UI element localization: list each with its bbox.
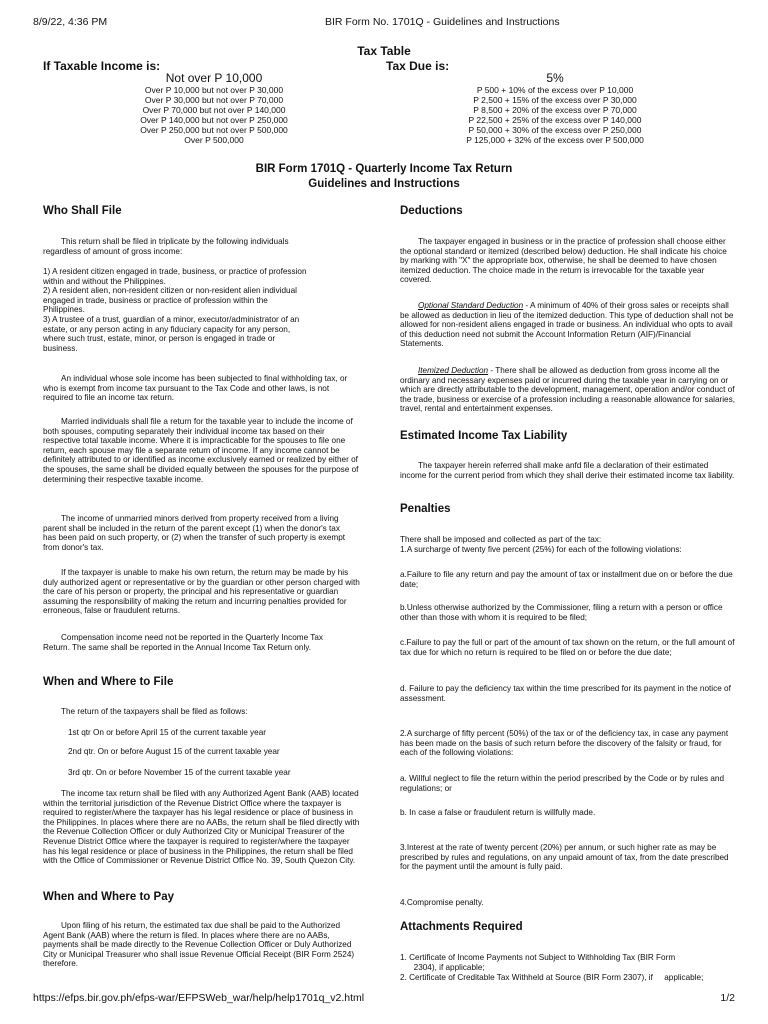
tax-table-left-heading: If Taxable Income is: [43,59,161,73]
section-title-penalties: Penalties [400,503,451,515]
who-compensation: Compensation income need not be reported in the Quarterly Income Tax Return. The same shall be reported in the Annual Income Tax Return only. [43,633,323,652]
who-final-tax: An individual whose sole income has been subjected to final withholding tax, or who is exempt from income tax pursuant to the Tax Code and other laws, is not required to file an income tax return. [43,374,348,403]
quarter-2: 2nd qtr. On or before August 15 of the current taxable year [68,747,280,756]
section-title-deductions: Deductions [400,205,463,217]
form-title [0,162,768,192]
penalty-2: 2.A surcharge of fifty percent (50%) of the tax or of the deficiency tax, in case any payment has been made on the basis of such return before the discovery of the falsity or fraud, for each of the following violations: [400,729,729,758]
penalty-a: a.Failure to file any return and pay the amount of tax or installment due on or before the due date; [400,570,733,589]
section-title-when-where-pay: When and Where to Pay [43,891,174,903]
tax-due: P 8,500 + 20% of the excess over P 70,000 [473,105,637,115]
page-url: https://efps.bir.gov.ph/efps-war/EFPSWeb_war/help/help1701q_v2.html [33,992,365,1004]
tax-bracket: Over P 70,000 but not over P 140,000 [142,105,286,115]
who-list: 1) A resident citizen engaged in trade, business, or practice of profession within and without the Philippines. 2) A resident alien, non-resident citizen or non-resident alien individual engaged in trade, business or practice of profession within the Philippines. 3) A trustee of a trust, guardian of a minor, executor/administrator of an estate, or any person acting in any fiduciary capacity for any person, where such trust, estate, minor, or person is engaged in trade or business. [43,267,307,353]
itemized-text: - There shall be allowed as deduction from gross income all the ordinary and necessary expenses paid or incurred during the taxable year in carrying on or which are directly attributable to the development, management, operation and/or conduct of the trade, business or exercise of a profession including a reasonable allowance for salaries, travel, rental and entertainment expenses. [400,366,735,414]
tax-due: 5% [546,71,564,85]
tax-table-right-heading: Tax Due is: [386,59,450,73]
tax-table-title: Tax Table [357,44,411,58]
who-agent: If the taxpayer is unable to make his own return, the return may be made by his duly authorized agent or representative or by the guardian or other person charged with the care of his person or property, the principal and his representative or guardian assuming the responsibility of making the return and incurring penalties provided for erroneous, false or fraudulent returns. [43,568,360,616]
tax-due: P 50,000 + 30% of the excess over P 250,000 [468,125,642,135]
itemized-deduction [400,366,735,414]
osd-label: Optional Standard Deduction [418,301,524,310]
page-number: 1/2 [720,992,735,1004]
tax-bracket: Over P 30,000 but not over P 70,000 [144,95,284,105]
tax-bracket: Not over P 10,000 [165,71,263,85]
tax-bracket: Over P 10,000 but not over P 30,000 [144,85,284,95]
osd-text: - A minimum of 40% of their gross sales or receipts shall be allowed as deduction in lieu of the itemized deduction. This type of deduction shall not be allowed for non-resident aliens engaged in trade or business. An individual who opts to avail of this deduction need not submit the Account Information Return (AIF)/Financial Statements. [400,301,734,349]
attachment-1: 1. Certificate of Income Payments not Subject to Withholding Tax (BIR Form 2304), if applicable; [400,953,676,972]
tax-due-list [455,72,655,145]
tax-bracket: Over P 500,000 [184,135,244,145]
tax-due: P 500 + 10% of the excess over P 10,000 [476,85,634,95]
when-file-intro: The return of the taxpayers shall be filed as follows: [61,707,248,716]
when-pay-details: Upon filing of his return, the estimated tax due shall be paid to the Authorized Agent Bank (AAB) where the return is filed. In places where there are no AABs, payments shall be made directly to the Revenue Collection Officer or Duly Authorized City or Municipal Treasurer who shall issue Revenue Official Receipt (BIR Form 2524) therefore. [43,921,355,969]
penalty-2b: b. In case a false or fraudulent return is willfully made. [400,808,596,817]
estimated-tax-text: The taxpayer herein referred shall make anfd file a declaration of their estimated income for the current period from which they shall derive their estimated income tax liability. [400,461,735,480]
deductions-intro: The taxpayer engaged in business or in the practice of profession shall choose either the optional standard or itemized (described below) deduction. He shall indicate his choice by marking with "X" the appropriate box, otherwise, he shall be deemed to have chosen itemized deduction. The choice made in the return is irrevocable for the taxable year covered. [400,237,727,285]
optional-standard-deduction [400,301,735,349]
penalty-4: 4.Compromise penalty. [400,898,484,907]
tax-due: P 2,500 + 15% of the excess over P 30,000 [473,95,637,105]
penalty-d: d. Failure to pay the deficiency tax within the time prescribed for its payment in the notice of assessment. [400,684,731,703]
penalty-c: c.Failure to pay the full or part of the amount of tax shown on the return, or the full amount of tax due for which no return is required to be filed on or before the due date; [400,638,735,657]
who-intro: This return shall be filed in triplicate by the following individuals regardless of amount of gross income: [43,237,289,256]
penalty-b: b.Unless otherwise authorized by the Commissioner, filing a return with a person or office other than those with whom it is required to be filed; [400,603,723,622]
quarter-3: 3rd qtr. On or before November 15 of the current taxable year [68,768,291,777]
tax-due: P 125,000 + 32% of the excess over P 500,000 [466,135,644,145]
penalty-2a: a. Willful neglect to file the return within the period prescribed by the Code or by rules and regulations; or [400,774,725,793]
section-title-estimated-income-tax: Estimated Income Tax Liability [400,430,568,442]
print-page-title: BIR Form No. 1701Q - Guidelines and Instructions [325,16,560,28]
print-footer [33,992,735,1006]
print-header [33,16,735,30]
tax-due: P 22,500 + 25% of the excess over P 140,000 [468,115,642,125]
who-minors: The income of unmarried minors derived from property received from a living parent shall be included in the return of the parent except (1) when the donor's tax has been paid on such property, or (2) when the transfer of such property is exempt from donor's tax. [43,514,346,552]
form-title-line2: Guidelines and Instructions [308,178,460,190]
section-title-who-shall-file: Who Shall File [43,205,122,217]
form-title-line1: BIR Form 1701Q - Quarterly Income Tax Return [255,163,513,175]
when-file-details: The income tax return shall be filed with any Authorized Agent Bank (AAB) located within the territorial jurisdiction of the Revenue District Office where the taxpayer is required to register/where the taxpayer has his legal residence or place of business in the Philippines. In places where there are no AABs, the return shall be filed directly with the Revenue Collection Officer or duly Authorized City or Municipal Treasurer of the Revenue District Office where the taxpayer is required to register/where the taxpayer has his legal residence or place of business in the Philippines, the return shall be filed with the Office of Commissioner or Revenue District Office No. 39, South Quezon City. [43,789,360,866]
section-title-when-where-file: When and Where to File [43,676,174,688]
quarter-1: 1st qtr On or before April 15 of the current taxable year [68,728,266,737]
penalties-intro: There shall be imposed and collected as part of the tax: 1.A surcharge of twenty five percent (25%) for each of the following violations: [400,535,682,554]
tax-bracket-list [114,72,314,145]
tax-bracket: Over P 140,000 but not over P 250,000 [140,115,288,125]
attachment-2: 2. Certificate of Creditable Tax Withheld at Source (BIR Form 2307), if applicable; [400,973,704,982]
tax-bracket: Over P 250,000 but not over P 500,000 [140,125,288,135]
itemized-label: Itemized Deduction [418,366,489,375]
section-title-attachments: Attachments Required [400,921,523,933]
print-datetime: 8/9/22, 4:36 PM [33,16,108,28]
who-married: Married individuals shall file a return for the taxable year to include the income of both spouses, computing separately their individual income tax based on their respective total taxable income. Where it is impracticable for the spouses to file one return, each spouse may file a separate return of income. If any income cannot be definitely attributed to or identified as income exclusively earned or realized by either of the spouses, the same shall be divided equally between the spouses for the purpose of determining their respective taxable income. [43,417,359,484]
penalty-3: 3.Interest at the rate of twenty percent (20%) per annum, or such higher rate as may be prescribed by rules and regulations, on any unpaid amount of tax, from the date prescribed for the payment until the amount is fully paid. [400,843,729,872]
